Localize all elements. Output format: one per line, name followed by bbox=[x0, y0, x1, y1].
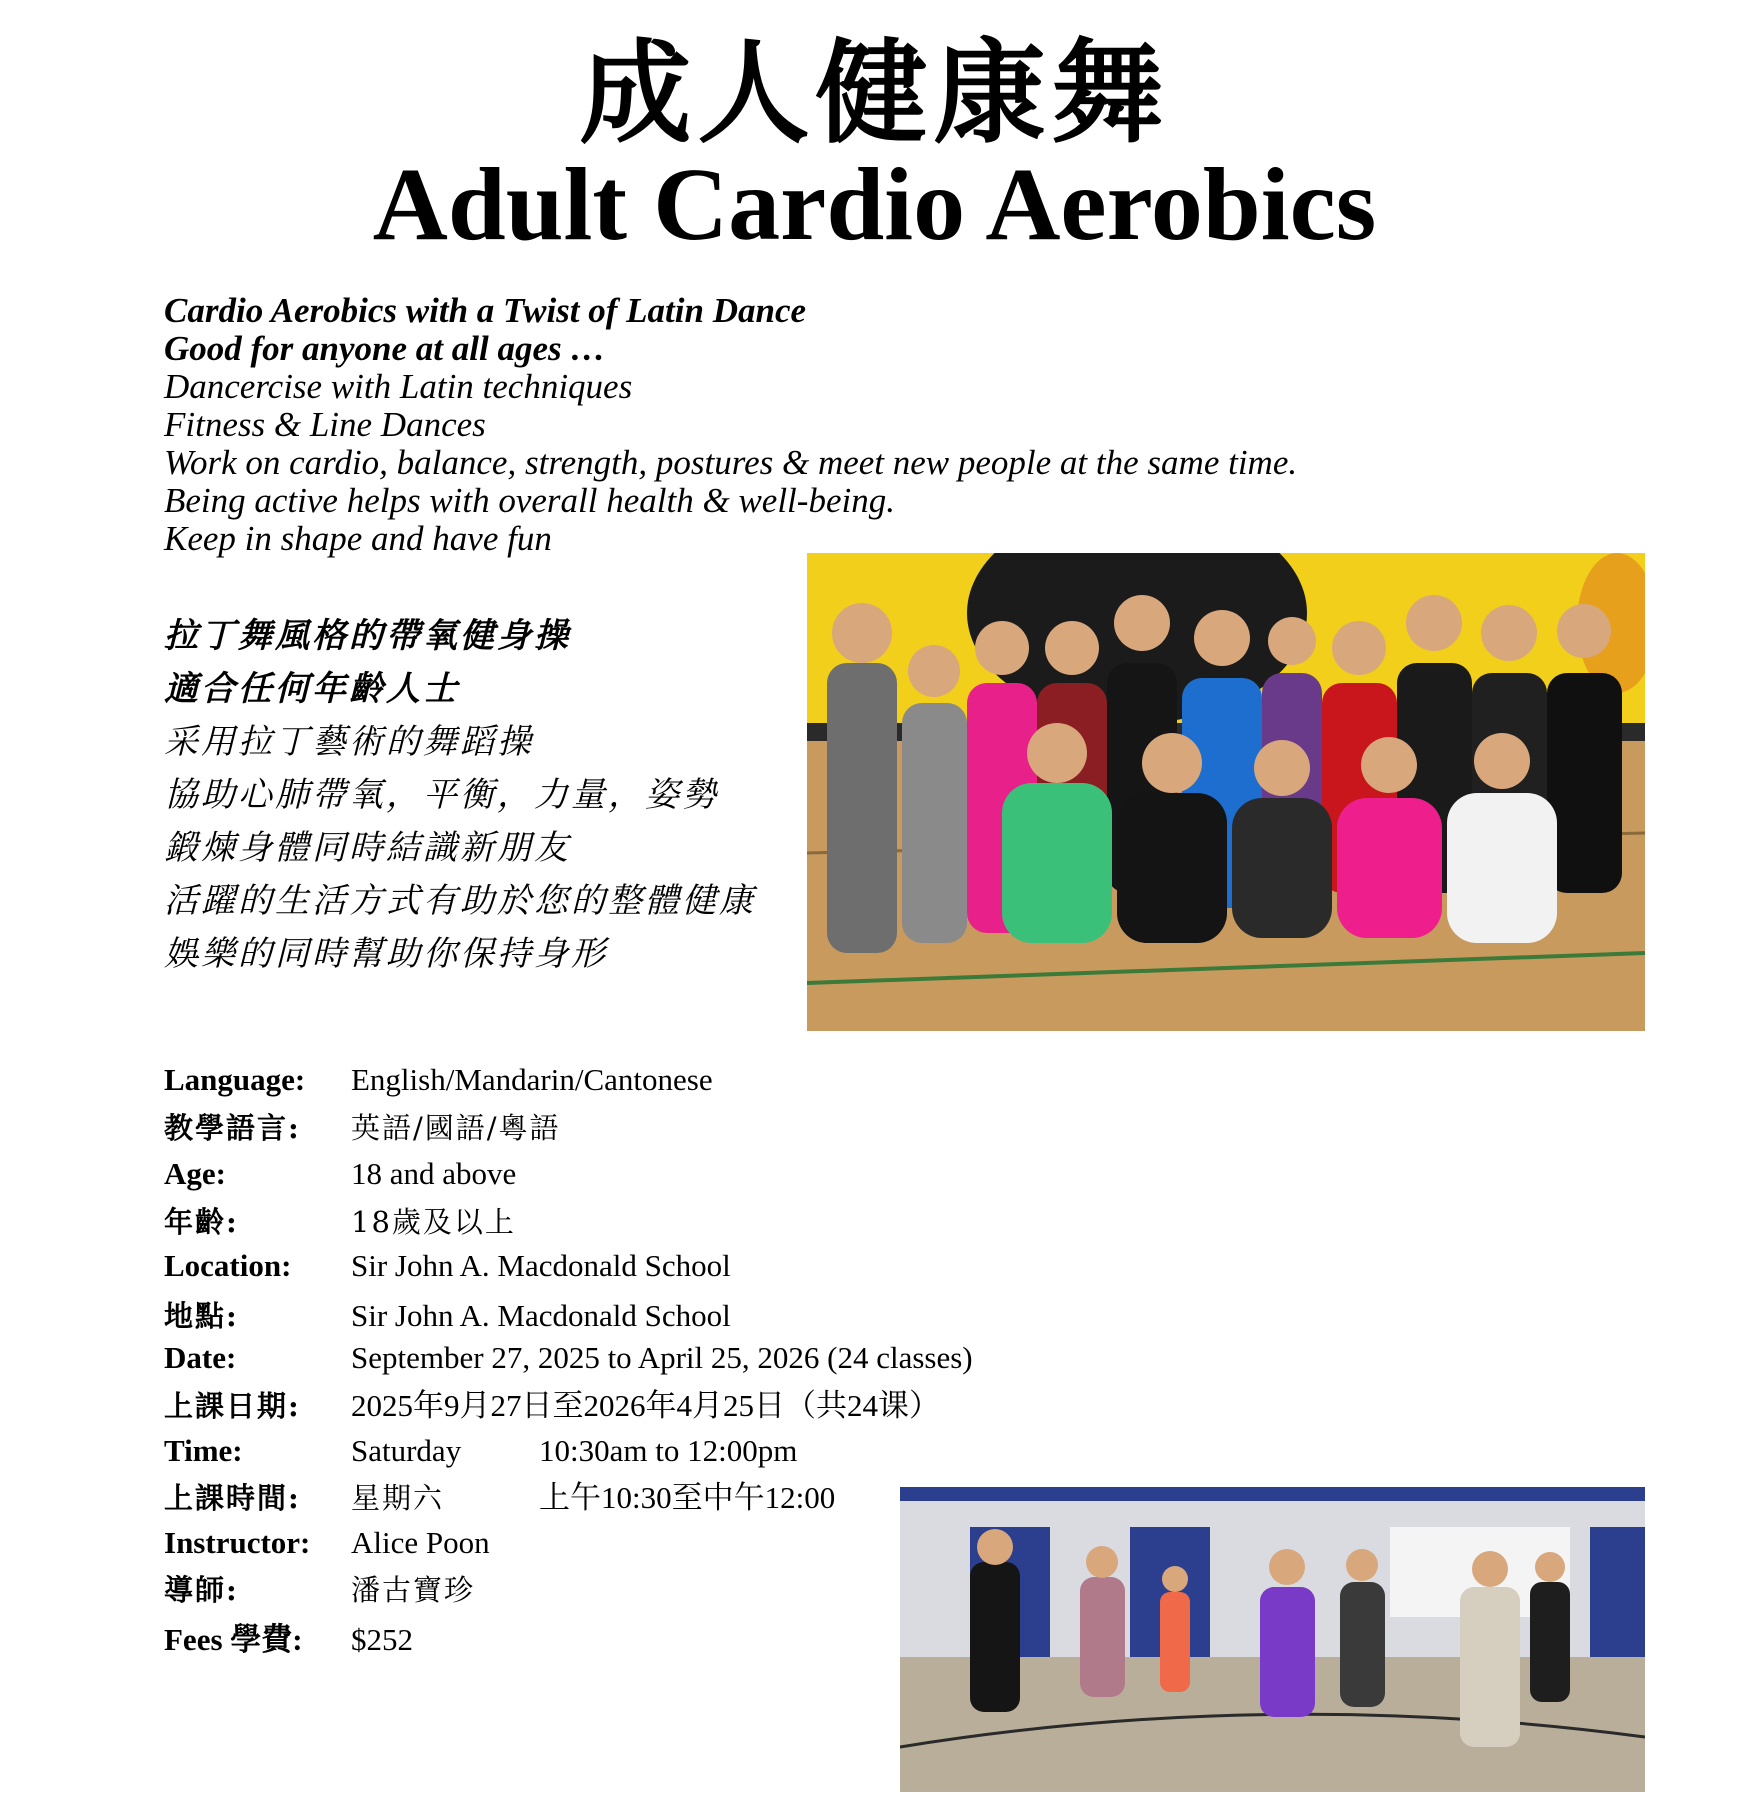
language-zh-label: 教學語言: bbox=[164, 1111, 301, 1145]
time-zh-value: 上午10:30至中午12:00 bbox=[539, 1480, 836, 1515]
blue-door bbox=[1590, 1527, 1645, 1677]
intro-zh-line: 鍛煉身體同時結識新朋友 bbox=[164, 828, 571, 868]
time-zh-day: 星期六 bbox=[351, 1481, 445, 1515]
instructor-label: Instructor: bbox=[164, 1525, 311, 1560]
intro-zh-line: 娛樂的同時幫助你保持身形 bbox=[164, 934, 608, 974]
intro-en-line: Fitness & Line Dances bbox=[164, 405, 486, 444]
age-value: 18 and above bbox=[351, 1156, 517, 1191]
group-photo-illustration bbox=[807, 553, 1645, 1031]
intro-zh-line: 適合任何年齡人士 bbox=[164, 669, 460, 709]
class-photo bbox=[900, 1487, 1645, 1792]
instructor-value: Alice Poon bbox=[351, 1525, 490, 1560]
language-label: Language: bbox=[164, 1062, 306, 1097]
wall-trim bbox=[900, 1487, 1645, 1501]
date-zh-label: 上課日期: bbox=[164, 1389, 301, 1423]
age-zh-value: 18歲及以上 bbox=[351, 1205, 516, 1239]
intro-en-line: Work on cardio, balance, strength, postures & meet new people at the same time. bbox=[164, 443, 1298, 482]
fees-label: Fees 學費: bbox=[164, 1622, 303, 1657]
location-zh-value: Sir John A. Macdonald School bbox=[351, 1298, 731, 1333]
intro-en-line: Being active helps with overall health & well-being. bbox=[164, 481, 895, 520]
date-zh-value: 2025年9月27日至2026年4月25日（共24课） bbox=[351, 1388, 940, 1423]
intro-en-line: Dancercise with Latin techniques bbox=[164, 367, 633, 406]
intro-zh-line: 協助心肺帶氧，平衡，力量，姿勢 bbox=[164, 775, 719, 815]
intro-zh-line: 活躍的生活方式有助於您的整體健康 bbox=[164, 881, 756, 921]
intro-chinese bbox=[164, 610, 756, 981]
age-zh-label: 年齡: bbox=[164, 1205, 239, 1239]
intro-en-line: Good for anyone at all ages … bbox=[164, 329, 606, 368]
time-label: Time: bbox=[164, 1433, 243, 1468]
intro-en-line: Keep in shape and have fun bbox=[164, 519, 552, 558]
location-zh-label: 地點: bbox=[164, 1299, 239, 1333]
title-english: Adult Cardio Aerobics bbox=[372, 147, 1377, 262]
date-label: Date: bbox=[164, 1340, 237, 1375]
instructor-zh-value: 潘古寶珍 bbox=[351, 1573, 476, 1607]
title-chinese: 成人健康舞 bbox=[579, 28, 1170, 159]
location-value: Sir John A. Macdonald School bbox=[351, 1248, 731, 1283]
intro-english bbox=[164, 292, 1297, 558]
intro-zh-line: 拉丁舞風格的帶氧健身操 bbox=[164, 616, 571, 656]
time-value: 10:30am to 12:00pm bbox=[539, 1433, 798, 1468]
time-zh-label: 上課時間: bbox=[164, 1481, 301, 1515]
intro-en-line: Cardio Aerobics with a Twist of Latin Dance bbox=[164, 291, 807, 330]
language-zh-value: 英語/國語/粵語 bbox=[351, 1111, 561, 1145]
fees-value: $252 bbox=[351, 1622, 413, 1657]
group-photo bbox=[807, 553, 1645, 1031]
intro-zh-line: 采用拉丁藝術的舞蹈操 bbox=[164, 722, 534, 762]
class-photo-illustration bbox=[900, 1487, 1645, 1792]
time-day: Saturday bbox=[351, 1433, 462, 1468]
date-value: September 27, 2025 to April 25, 2026 (24 classes) bbox=[351, 1340, 973, 1375]
instructor-zh-label: 導師: bbox=[164, 1573, 239, 1607]
language-value: English/Mandarin/Cantonese bbox=[351, 1062, 713, 1097]
location-label: Location: bbox=[164, 1248, 292, 1283]
age-label: Age: bbox=[164, 1156, 226, 1191]
